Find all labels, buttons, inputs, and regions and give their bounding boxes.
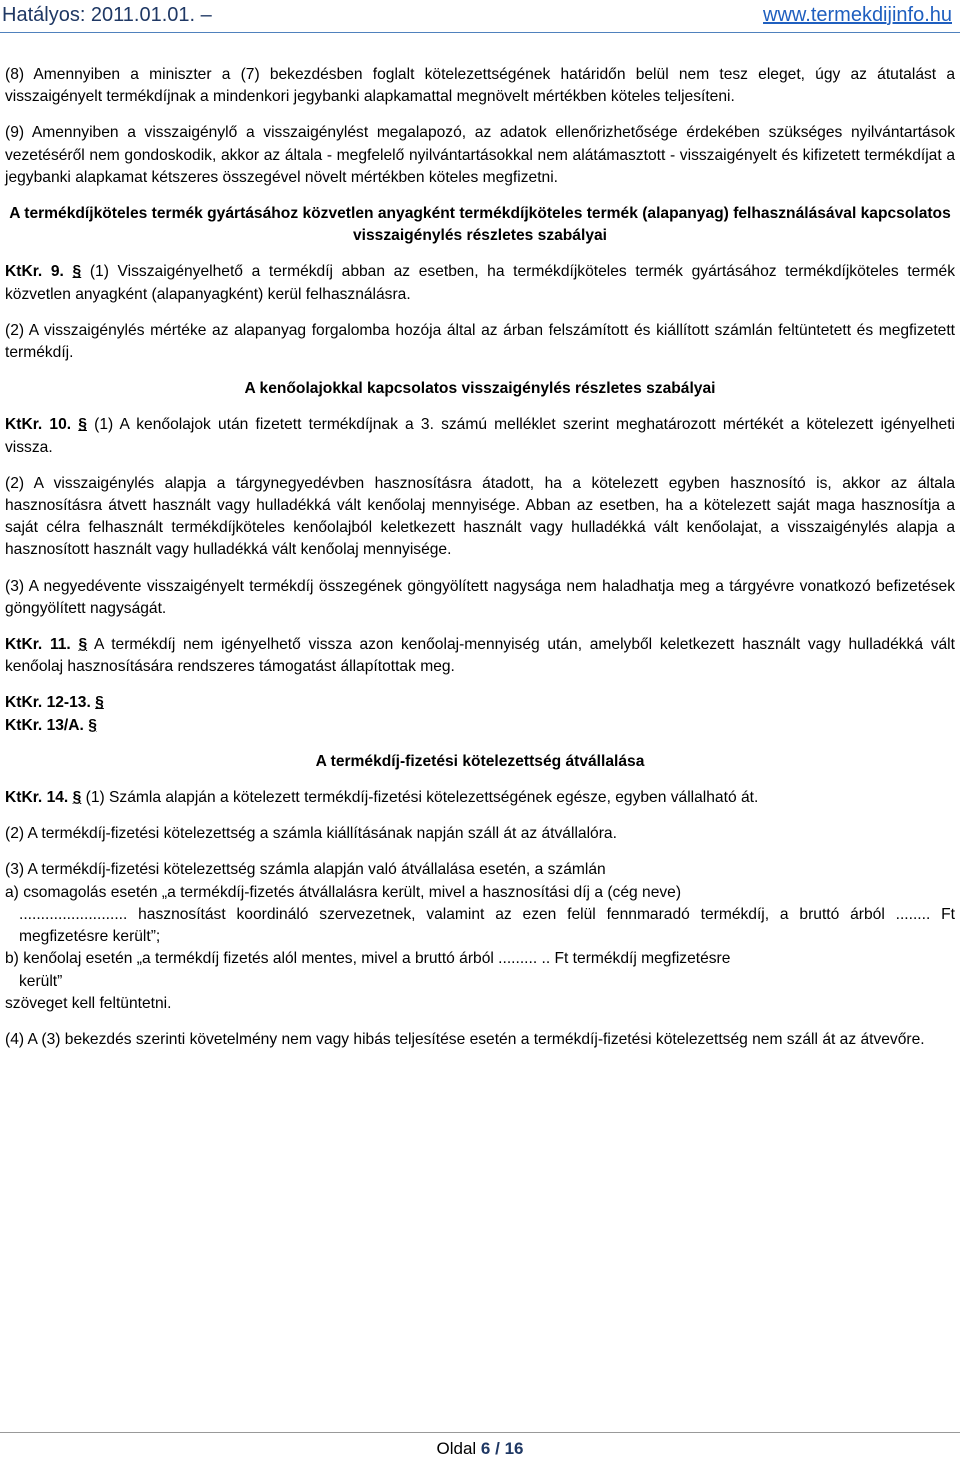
section-text: (1) Számla alapján a kötelezett termékdíj-fizetési kötelezettségének egésze, egyben vállalható át. bbox=[85, 789, 759, 807]
section-10-paragraph-3: (3) A negyedévente visszaigényelt termékdíj összegének göngyölített nagysága nem haladhatja meg a tárgyévre vonatkozó befizetések göngyölített nagyságát. bbox=[5, 577, 955, 617]
website-link[interactable]: www.termekdijinfo.hu bbox=[763, 4, 952, 26]
page-label: Oldal bbox=[436, 1439, 477, 1458]
current-page: 6 bbox=[480, 1439, 491, 1458]
paragraph-sign-link[interactable]: § bbox=[88, 716, 97, 734]
paragraph-sign-link[interactable]: § bbox=[78, 416, 87, 434]
section-14-paragraph-4: (4) A (3) bekezdés szerinti követelmény nem vagy hibás teljesítése esetén a termékdíj-fizetési kötelezettség nem száll át az átvevőre. bbox=[5, 1030, 925, 1048]
paragraph-9: (9) Amennyiben a visszaigénylő a visszaigénylést megalapozó, az adatok ellenőrizhetősége érdekében szükséges nyilvántartások vezetéséről nem gondoskodik, akkor az általa - megfelelő nyilvántartásokkal nem alátámasztott - visszaigényelt és kifizetett termékdíjat a jegybanki alapkamat kétszeres összegével növelt mértékben köteles megfizetni. bbox=[5, 124, 955, 186]
page-separator: / bbox=[495, 1439, 500, 1458]
section-14-paragraph-1 bbox=[5, 787, 955, 809]
item-b-line-2: került” bbox=[19, 972, 63, 990]
section-11 bbox=[5, 634, 955, 678]
section-ref: KtKr. 11. bbox=[5, 636, 71, 654]
section-12-13-and-13a bbox=[5, 692, 955, 736]
item-a-line-1: a) csomagolás esetén „a termékdíj-fizetés átvállalásra került, mivel a hasznosítási díj a (cég neve) bbox=[5, 883, 682, 901]
paragraph-sign-link[interactable]: § bbox=[72, 789, 82, 807]
section-ref: KtKr. 12-13. bbox=[5, 694, 91, 712]
paragraph-3-intro: (3) A termékdíj-fizetési kötelezettség számla alapján való átvállalása esetén, a számlán bbox=[5, 861, 606, 879]
section-10-paragraph-1 bbox=[5, 414, 955, 458]
section-ref: KtKr. 9. bbox=[5, 263, 64, 281]
section-heading-assumption: A termékdíj-fizetési kötelezettség átvállalása bbox=[315, 752, 645, 770]
header-rule bbox=[0, 32, 960, 33]
paragraph-3-closing: szöveget kell feltüntetni. bbox=[5, 994, 172, 1012]
paragraph-sign-link[interactable]: § bbox=[72, 263, 82, 281]
effective-date: Hatályos: 2011.01.01. – bbox=[2, 4, 212, 26]
item-a-line-2: ......................... hasznosítást koordináló szervezetnek, valamint az ezen felül fennmaradó termékdíj, a bruttó árból ........ Ft megfizetésre került”; bbox=[19, 905, 955, 946]
section-10-paragraph-2: (2) A visszaigénylés alapja a tárgynegyedévben hasznosításra átadott, ha a kötelezett egyben hasznosító is, akkor az általa hasznosításra átvett használt vagy hulladékká vált kenőolaj mennyisége. Abban az esetben, ha a kötelezett saját maga hasznosítja a saját célra felhasznált termékdíjköteles kenőolajból keletkezett használt vagy hulladékká vált kenőolajat, a visszaigénylés alapja a hasznosított használt vagy hulladékká vált kenőolaj mennyisége. bbox=[5, 474, 955, 559]
section-heading-lubricants: A kenőolajokkal kapcsolatos visszaigénylés részletes szabályai bbox=[244, 380, 716, 398]
section-text: (1) A kenőolajok után fizetett termékdíjnak a 3. számú melléklet szerint meghatározott mértékét a kötelezett igényelheti vissza. bbox=[5, 416, 955, 456]
document-body bbox=[5, 64, 955, 1065]
section-14-paragraph-2: (2) A termékdíj-fizetési kötelezettség a számla kiállításának napján száll át az átvállalóra. bbox=[5, 825, 617, 843]
page-header bbox=[0, 0, 960, 36]
section-ref: KtKr. 14. bbox=[5, 789, 69, 807]
section-ref: KtKr. 13/A. bbox=[5, 716, 84, 734]
section-text: A termékdíj nem igényelhető vissza azon kenőolaj-mennyiség után, amelyből keletkezett használt vagy hulladékká vált kenőolaj hasznosítására rendszeres támogatást állapítottak meg. bbox=[5, 636, 955, 676]
footer-rule bbox=[0, 1432, 960, 1433]
section-14-paragraph-3 bbox=[5, 859, 955, 1014]
section-ref: KtKr. 10. bbox=[5, 416, 72, 434]
section-9-paragraph-1 bbox=[5, 261, 955, 305]
total-pages: 16 bbox=[504, 1439, 524, 1458]
page-number bbox=[0, 1439, 960, 1459]
section-heading-raw-material: A termékdíjköteles termék gyártásához közvetlen anyagként termékdíjköteles termék (alapanyag) felhasználásával kapcsolatos visszaigénylés részletes szabályai bbox=[9, 205, 951, 245]
paragraph-sign-link[interactable]: § bbox=[78, 636, 88, 654]
section-text: (1) Visszaigényelhető a termékdíj abban az esetben, ha termékdíjköteles termék gyártásához termékdíjköteles termék közvetlen anyagként (alapanyagként) kerül felhasználásra. bbox=[5, 263, 956, 303]
section-9-paragraph-2: (2) A visszaigénylés mértéke az alapanyag forgalomba hozója által az árban felszámított és kiállított számlán feltüntetett és megfizetett termékdíj. bbox=[5, 321, 955, 362]
paragraph-8: (8) Amennyiben a miniszter a (7) bekezdésben foglalt kötelezettségének határidőn belül nem tesz eleget, úgy az átutalást a visszaigényelt termékdíjnak a mindenkori jegybanki alapkamattal megnövelt mértékben köteles teljesíteni. bbox=[5, 66, 955, 106]
paragraph-sign-link[interactable]: § bbox=[95, 694, 104, 712]
item-b-line-1: b) kenőolaj esetén „a termékdíj fizetés alól mentes, mivel a bruttó árból ......... .. Ft termékdíj megfizetésre bbox=[5, 950, 731, 968]
